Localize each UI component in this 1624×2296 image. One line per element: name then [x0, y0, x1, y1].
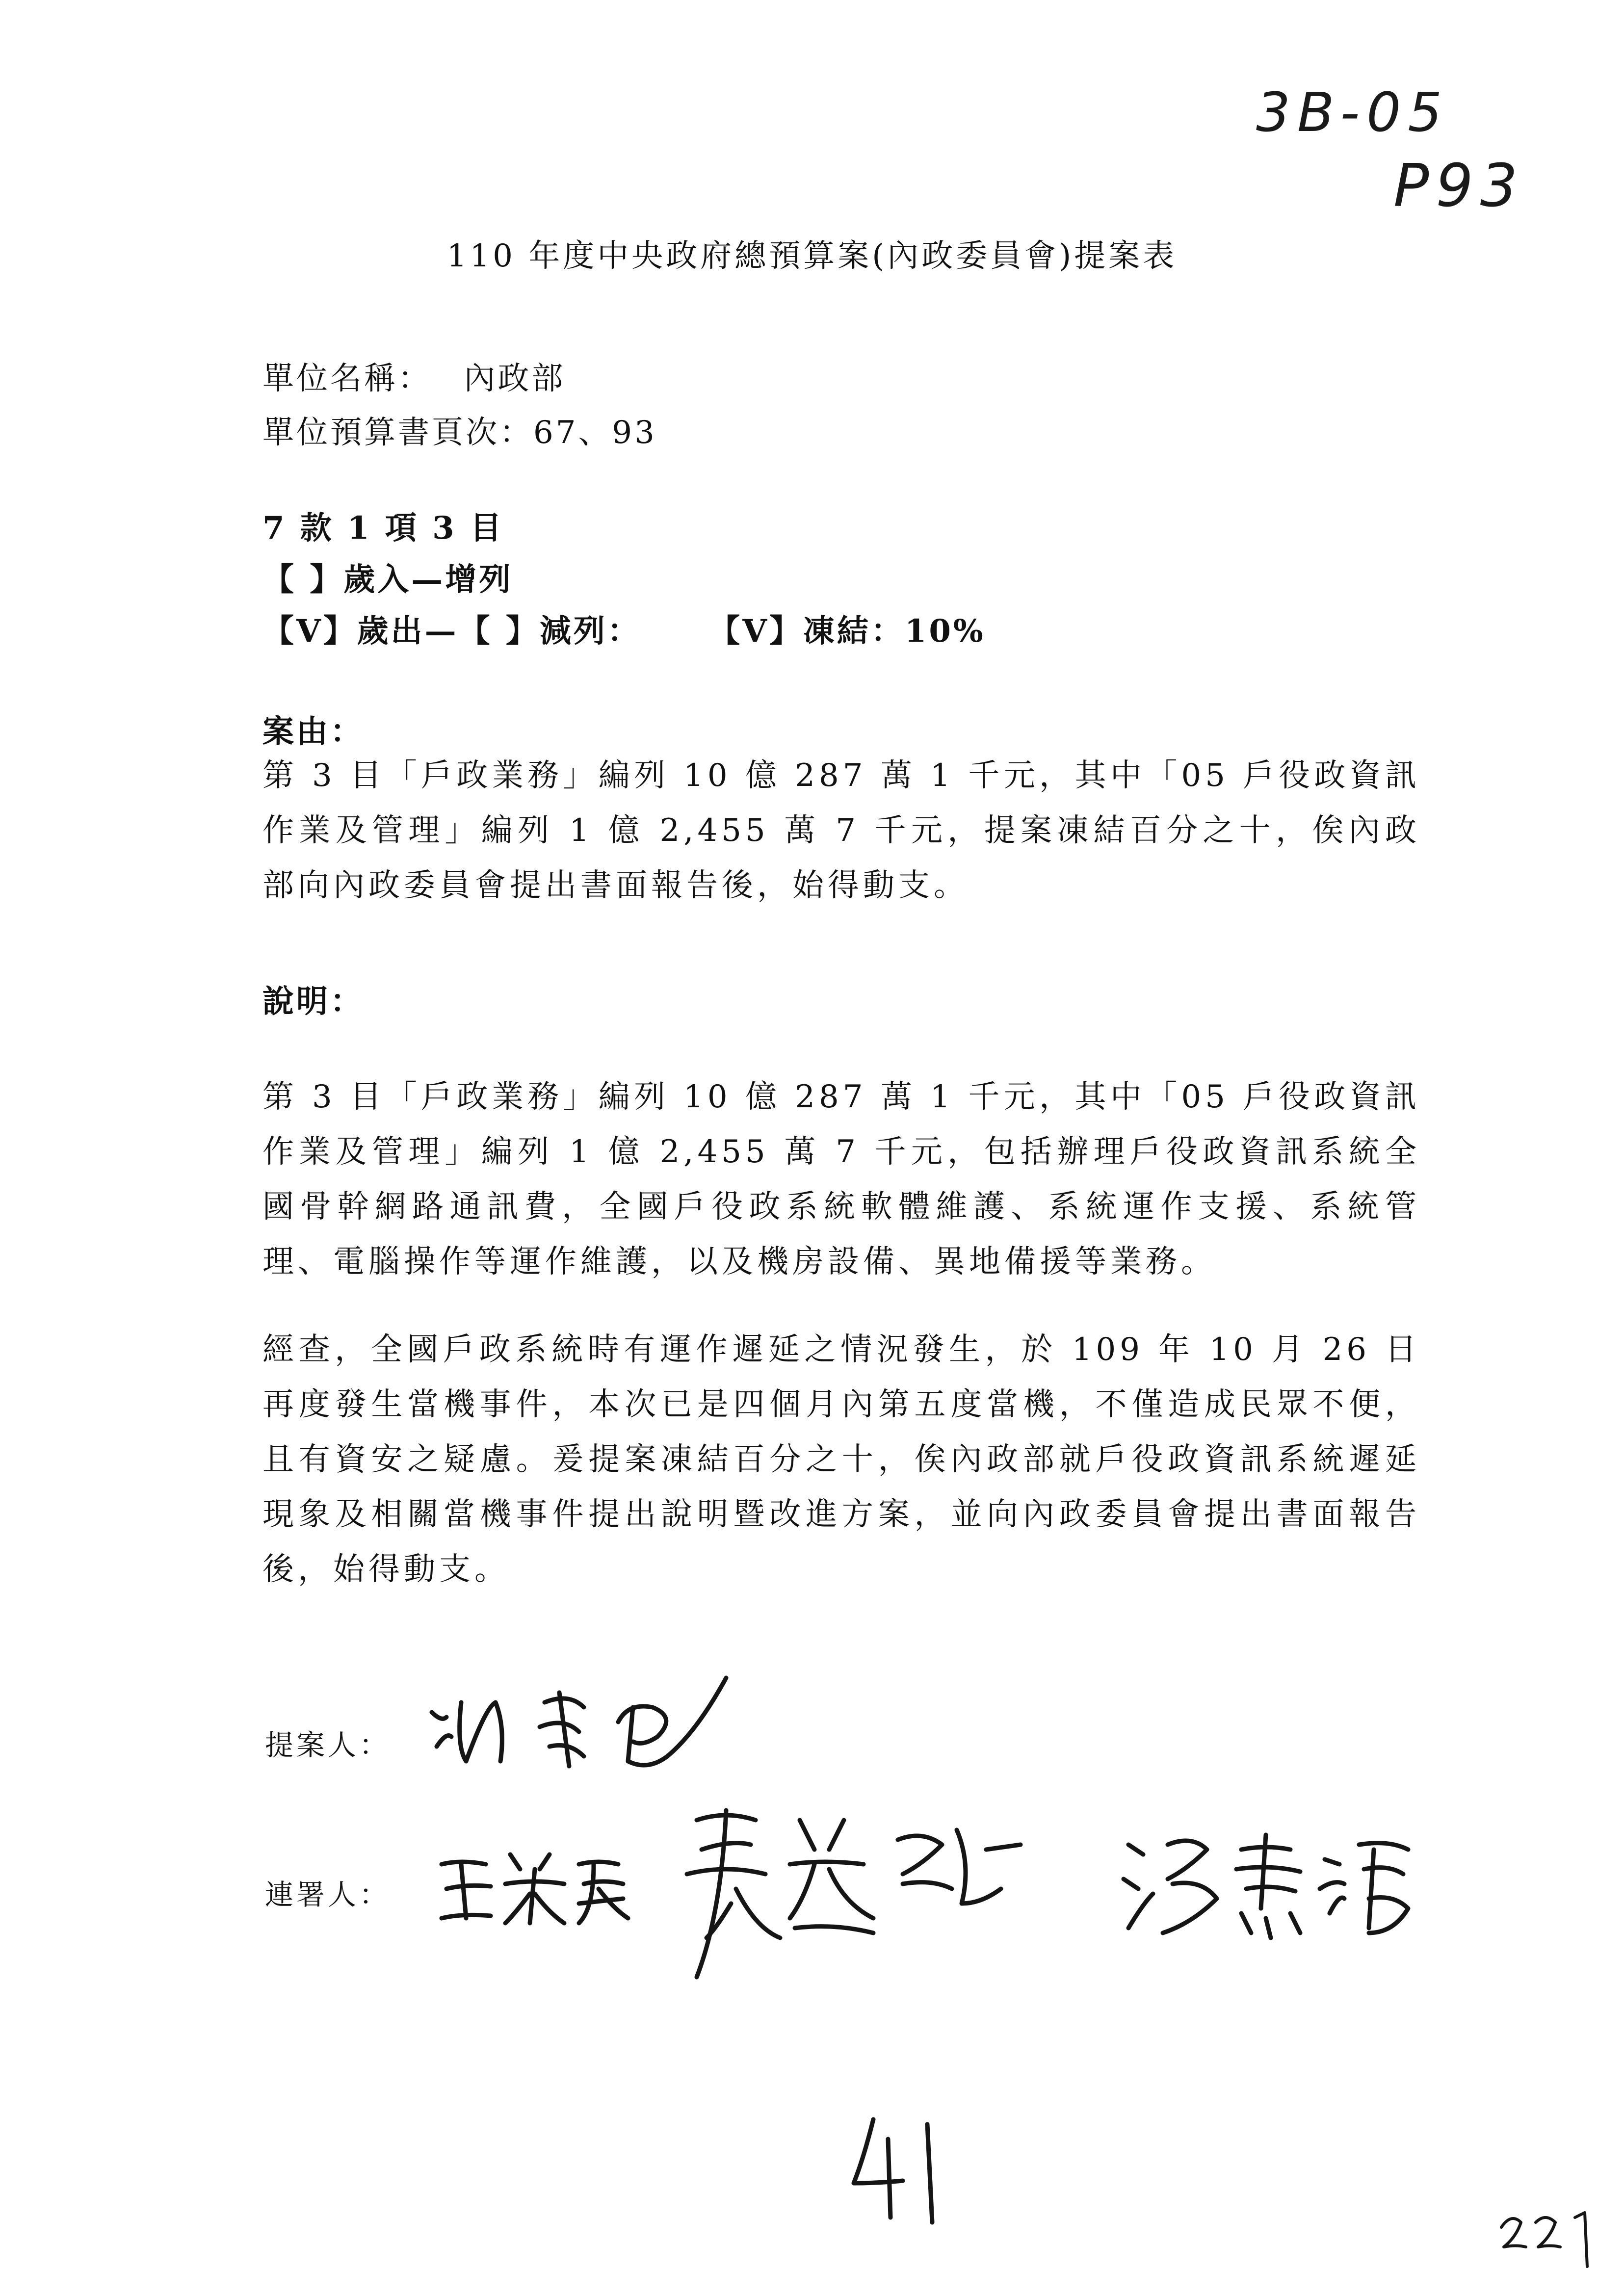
explanation-paragraph-2: 經查，全國戶政系統時有運作遲延之情況發生，於 109 年 10 月 26 日再度發生當機事件，本次已是四個月內第五度當機，不僅造成民眾不便，且有資安之疑慮。爰提案凍結百分之十，俟內政部就戶役政資訊系統遲延現象及相關當機事件提出說明暨改進方案，並向內政委員會提出書面報告後，始得動支。 [262, 1331, 1420, 1588]
explanation-paragraph-1: 第 3 目「戶政業務」編列 10 億 287 萬 1 千元，其中「05 戶役政資訊作業及管理」編列 1 億 2,455 萬 7 千元，包括辦理戶役政資訊系統全國骨幹網路通訊費，全國戶役政系統軟體維護、系統運作支援、系統管理、電腦操作等運作維護，以及機房設備、異地備援等業務。 [262, 1079, 1420, 1280]
reason-heading: 案由： [262, 713, 364, 750]
cosigner-signature-1 [432, 1835, 638, 1933]
expenditure-prefix: 【V】歲出—【 】減列： [262, 613, 641, 650]
unit-pages-value: 67、93 [533, 415, 657, 451]
explanation-heading: 說明： [262, 983, 364, 1020]
proposer-label: 提案人： [265, 1728, 391, 1762]
unit-name-label: 單位名稱： [262, 361, 432, 397]
page-title: 110 年度中央政府總預算案(內政委員會)提案表 [446, 238, 1178, 274]
unit-name-value: 內政部 [464, 361, 566, 397]
budget-expenditure-line [262, 606, 986, 651]
reason-text: 第 3 目「戶政業務」編列 10 億 287 萬 1 千元，其中「05 戶役政資訊作業及管理」編列 1 億 2,455 萬 7 千元，提案凍結百分之十，俟內政部向內政委員會提出書面報告後，始得動支。 [262, 757, 1420, 904]
handwritten-code: 3B-05 [1256, 81, 1449, 144]
unit-pages-line [262, 407, 657, 452]
cosigner-signature-2 [667, 1791, 1040, 1997]
cosigner-signature-3 [1114, 1815, 1428, 1953]
freeze-value: 【V】凍結：10% [708, 613, 986, 650]
handwritten-page-number-drawing [834, 2110, 962, 2227]
budget-revenue-line: 【 】歲入—增列 [262, 561, 513, 598]
proposer-signature [422, 1648, 765, 1786]
unit-pages-label: 單位預算書頁次： [262, 415, 533, 451]
unit-name-line [262, 353, 565, 398]
budget-item-line: 7 款 1 項 3 目 [262, 510, 504, 547]
cosigner-label: 連署人： [265, 1878, 391, 1911]
corner-number-drawing [1496, 2193, 1609, 2271]
handwritten-page-ref: P93 [1393, 152, 1525, 220]
